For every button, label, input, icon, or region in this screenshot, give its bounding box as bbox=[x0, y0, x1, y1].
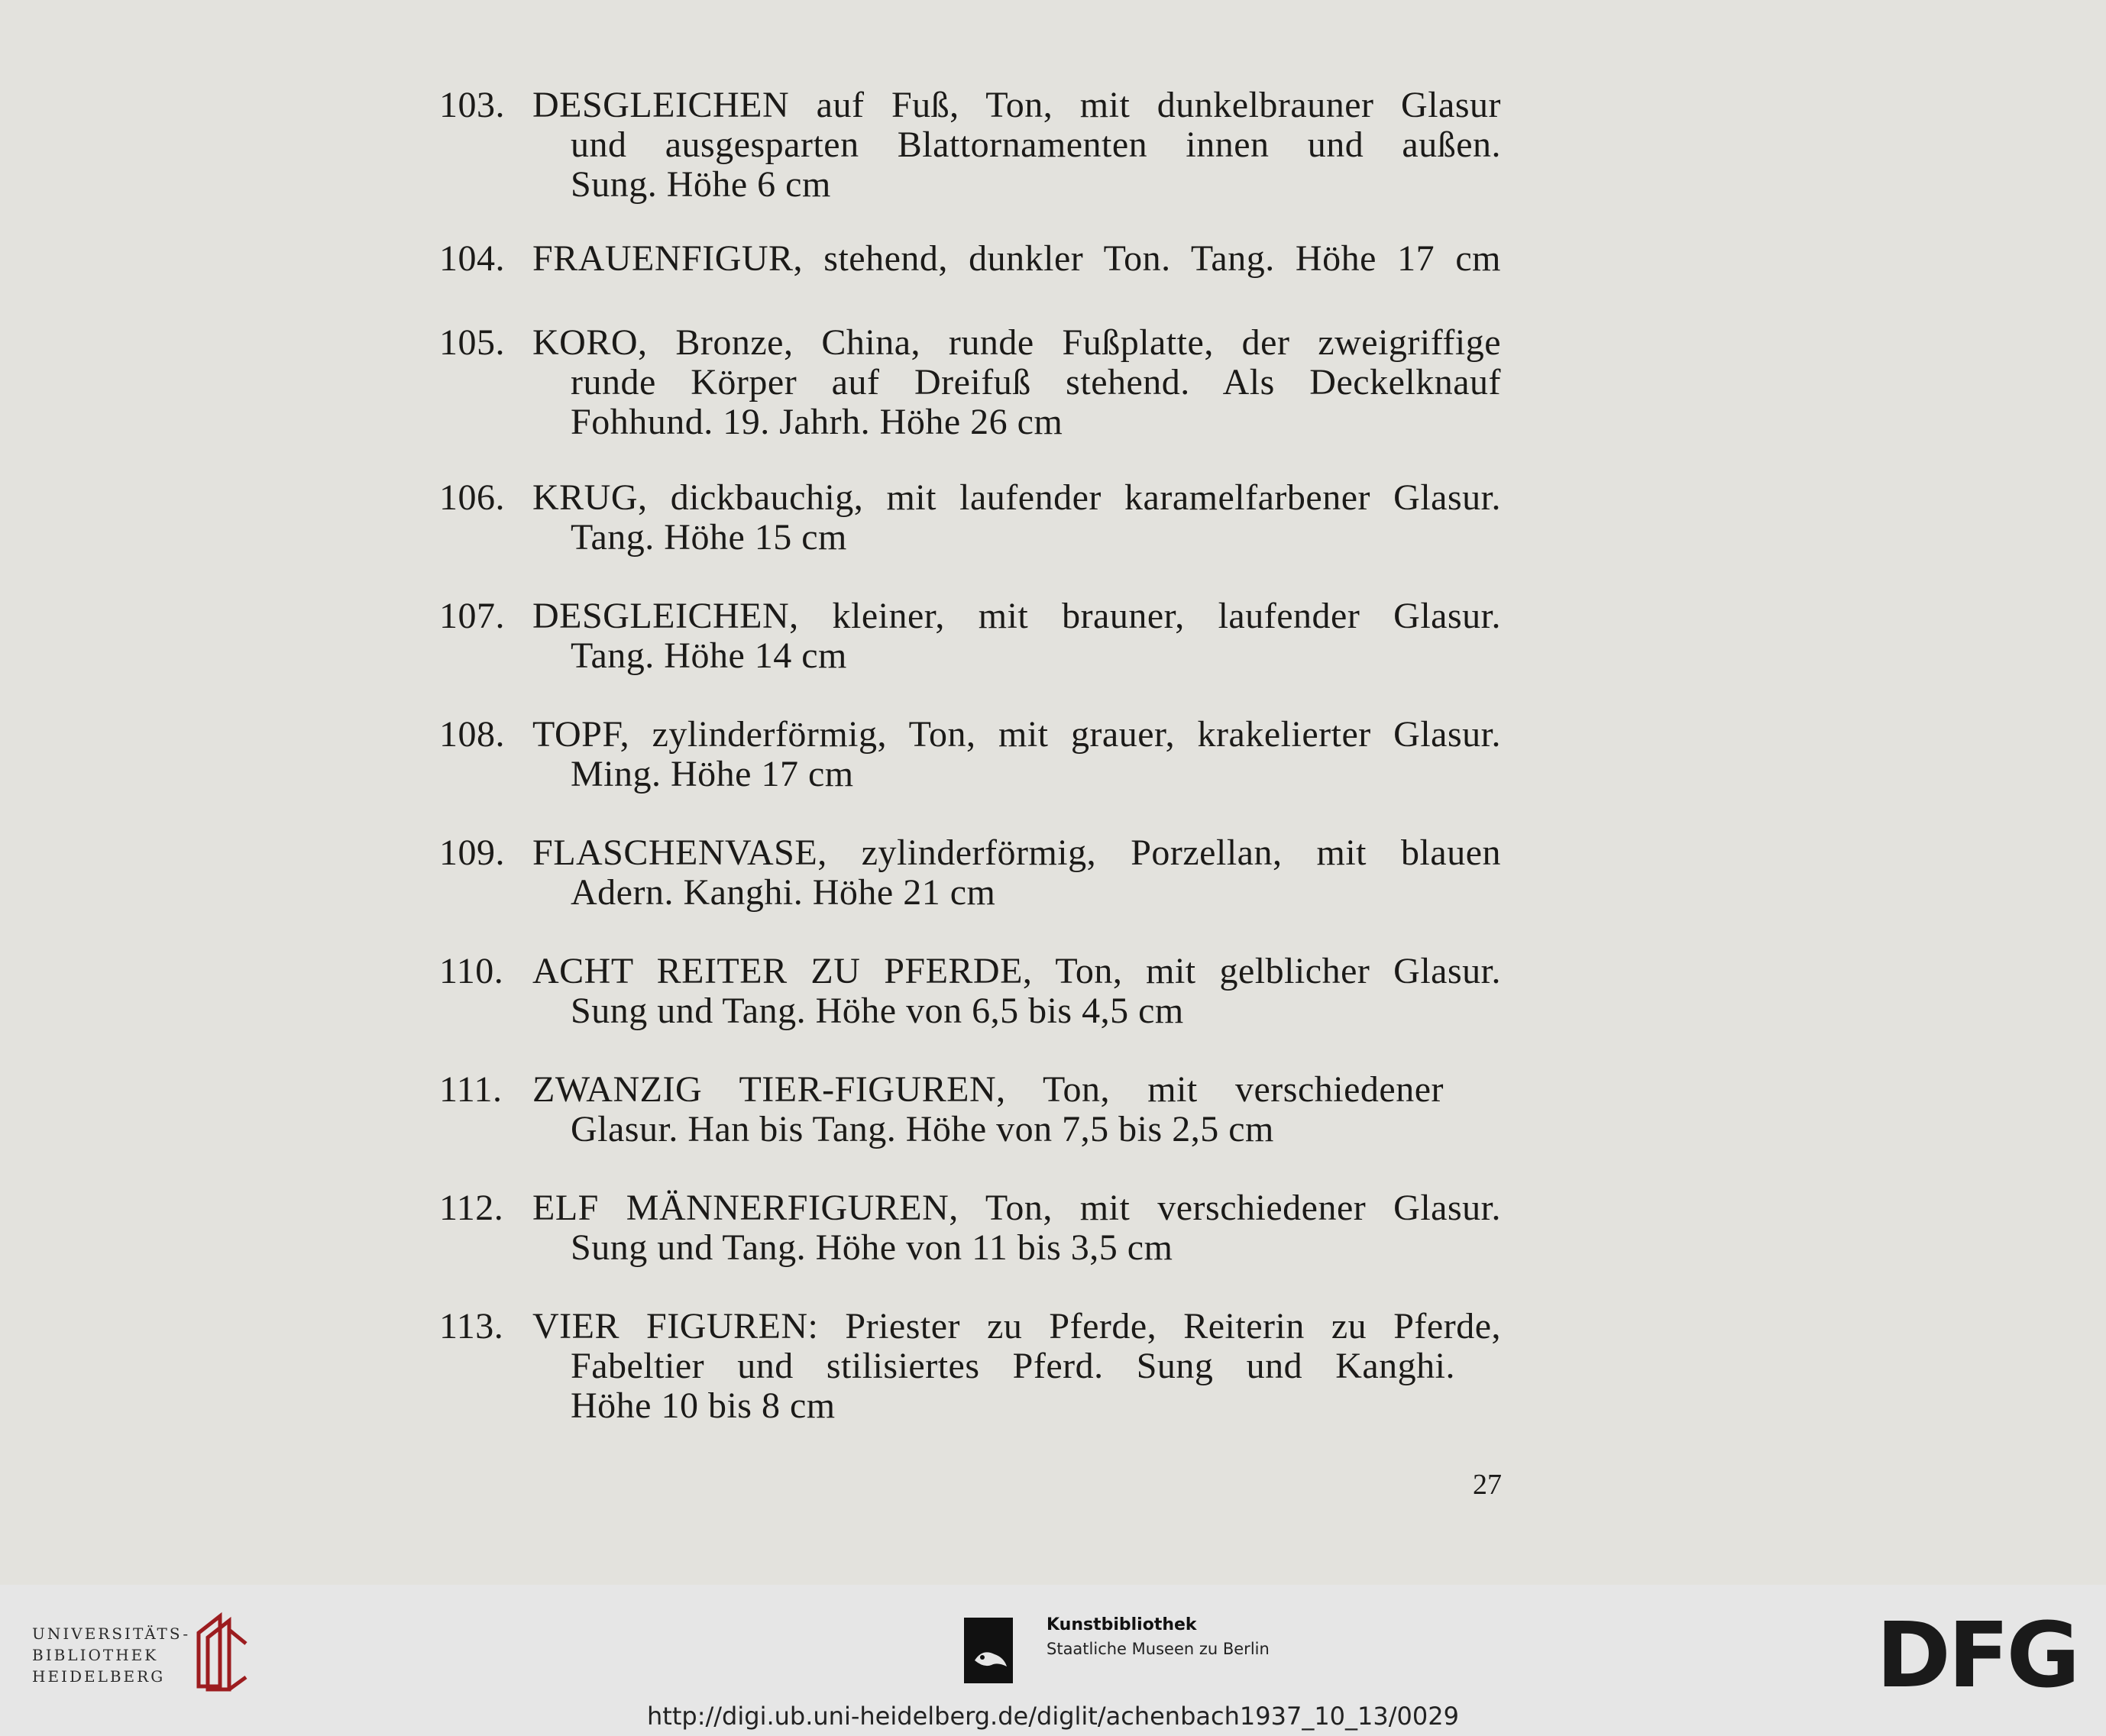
library-name: Kunstbibliothek bbox=[1047, 1615, 1197, 1634]
entry-line: Adern. Kanghi. Höhe 21 cm bbox=[571, 872, 996, 913]
entry-line: Fohhund. 19. Jahrh. Höhe 26 cm bbox=[571, 402, 1063, 442]
entry-number: 104. bbox=[439, 238, 505, 279]
entry-line: Glasur. Han bis Tang. Höhe von 7,5 bis 2,5 cm bbox=[571, 1109, 1274, 1149]
entry-line: Ming. Höhe 17 cm bbox=[571, 754, 854, 794]
entry-line: ZWANZIG TIER-FIGUREN, Ton, mit verschiedener bbox=[532, 1069, 1444, 1110]
dfg-logo: DFG bbox=[1876, 1602, 2078, 1708]
permalink-url[interactable]: http://digi.ub.uni-heidelberg.de/diglit/achenbach1937_10_13/0029 bbox=[647, 1702, 1459, 1731]
entry-number: 108. bbox=[439, 714, 505, 755]
entry-line: VIER FIGUREN: Priester zu Pferde, Reiterin zu Pferde, bbox=[532, 1306, 1501, 1346]
entry-line: Höhe 10 bis 8 cm bbox=[571, 1385, 836, 1426]
entry-number: 103. bbox=[439, 85, 505, 125]
entry-number: 105. bbox=[439, 322, 505, 363]
entry-line: ELF MÄNNERFIGUREN, Ton, mit verschiedener Glasur. bbox=[532, 1188, 1501, 1228]
catalog-entry-113 bbox=[439, 1307, 1501, 1426]
entry-number: 112. bbox=[439, 1188, 504, 1228]
entry-line: Tang. Höhe 14 cm bbox=[571, 635, 847, 676]
catalog-entry-106 bbox=[439, 478, 1501, 558]
entry-number: 113. bbox=[439, 1306, 504, 1346]
entry-line: DESGLEICHEN auf Fuß, Ton, mit dunkelbrauner Glasur bbox=[532, 85, 1501, 125]
catalog-entry-111 bbox=[439, 1070, 1501, 1149]
entry-line: FLASCHENVASE, zylinderförmig, Porzellan, mit blauen bbox=[532, 832, 1501, 873]
entry-number: 111. bbox=[439, 1069, 503, 1110]
entry-number: 106. bbox=[439, 477, 505, 518]
entry-line: KORO, Bronze, China, runde Fußplatte, der zweigriffige bbox=[532, 322, 1501, 363]
university-library-logo-icon bbox=[189, 1610, 251, 1694]
entry-line: Sung. Höhe 6 cm bbox=[571, 164, 831, 205]
entry-line: Tang. Höhe 15 cm bbox=[571, 517, 847, 558]
entry-line: TOPF, zylinderförmig, Ton, mit grauer, krakelierter Glasur. bbox=[532, 714, 1501, 755]
page-number: 27 bbox=[1473, 1469, 1502, 1501]
university-line: HEIDELBERG bbox=[32, 1667, 166, 1686]
catalog-entry-112 bbox=[439, 1188, 1501, 1268]
entry-line: Fabeltier und stilisiertes Pferd. Sung und Kanghi. bbox=[571, 1346, 1455, 1386]
entry-line: Sung und Tang. Höhe von 11 bis 3,5 cm bbox=[571, 1227, 1173, 1268]
entry-number: 109. bbox=[439, 832, 505, 873]
catalog-entry-110 bbox=[439, 952, 1501, 1031]
catalog-entry-108 bbox=[439, 715, 1501, 794]
entry-line: ACHT REITER ZU PFERDE, Ton, mit gelblicher Glasur. bbox=[532, 951, 1501, 991]
catalog-entry-105 bbox=[439, 323, 1501, 442]
entry-line: runde Körper auf Dreifuß stehend. Als Deckelknauf bbox=[571, 362, 1501, 402]
entry-number: 110. bbox=[439, 951, 504, 991]
entry-number: 107. bbox=[439, 596, 505, 636]
library-subtitle: Staatliche Museen zu Berlin bbox=[1047, 1640, 1270, 1658]
entry-line: KRUG, dickbauchig, mit laufender karamelfarbener Glasur. bbox=[532, 477, 1501, 518]
catalog-entry-104 bbox=[439, 239, 1501, 279]
entry-line: DESGLEICHEN, kleiner, mit brauner, laufender Glasur. bbox=[532, 596, 1501, 636]
catalog-entry-103 bbox=[439, 86, 1501, 205]
kunstbibliothek-logo-icon bbox=[964, 1618, 1013, 1683]
catalog-entry-109 bbox=[439, 833, 1501, 913]
entry-line: FRAUENFIGUR, stehend, dunkler Ton. Tang. Höhe 17 cm bbox=[532, 238, 1501, 279]
catalog-entry-107 bbox=[439, 596, 1501, 676]
university-line: BIBLIOTHEK bbox=[32, 1646, 159, 1664]
entry-line: Sung und Tang. Höhe von 6,5 bis 4,5 cm bbox=[571, 991, 1184, 1031]
entry-line: und ausgesparten Blattornamenten innen und außen. bbox=[571, 124, 1501, 165]
university-library-name bbox=[32, 1623, 190, 1687]
university-line: UNIVERSITÄTS- bbox=[32, 1624, 191, 1643]
